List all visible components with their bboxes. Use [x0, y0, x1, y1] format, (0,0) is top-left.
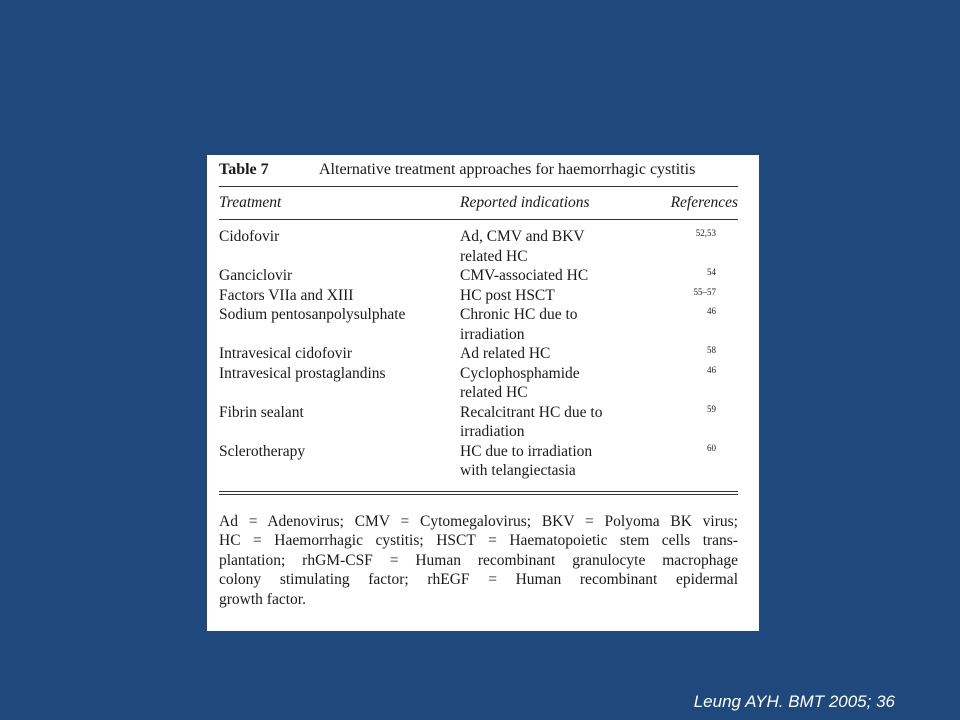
- indication-cell: Cyclophosphamide related HC: [460, 364, 580, 401]
- header-indications: Reported indications: [460, 194, 590, 211]
- reference-cell: 46: [707, 364, 716, 375]
- reference-cell: 59: [707, 403, 716, 414]
- table-body: [219, 220, 738, 485]
- treatment-cell: Ganciclovir: [219, 267, 293, 284]
- source-citation: Leung AYH. BMT 2005; 36: [693, 692, 895, 711]
- treatment-cell: Intravesical cidofovir: [219, 345, 352, 362]
- reference-cell: 54: [707, 267, 716, 277]
- footnote-line: Ad = Adenovirus; CMV = Cytomegalovirus; BKV = Polyoma BK virus;: [219, 512, 738, 530]
- table-row: [219, 266, 738, 286]
- treatment-cell: Cidofovir: [219, 228, 280, 245]
- table-caption: [219, 160, 738, 180]
- reference-cell: 60: [707, 442, 716, 453]
- footnote-line: HC = Haemorrhagic cystitis; HSCT = Haematopoietic stem cells trans-: [219, 532, 738, 550]
- footnote-line: growth factor.: [219, 590, 306, 608]
- indication-cell: HC due to irradiation with telangiectasia: [460, 442, 593, 479]
- table-footnote: [219, 512, 738, 610]
- indication-cell: Recalcitrant HC due to irradiation: [460, 403, 603, 440]
- table-row: [219, 305, 738, 344]
- table-row: [219, 286, 738, 306]
- indication-cell: Ad related HC: [460, 345, 551, 362]
- reference-cell: 52,53: [695, 228, 716, 238]
- indication-cell: Ad, CMV and BKV related HC: [460, 228, 585, 265]
- footnote-line: colony stimulating factor; rhEGF = Human recombinant epidermal: [219, 571, 738, 589]
- table-title: Alternative treatment approaches for haemorrhagic cystitis: [319, 161, 696, 178]
- reference-cell: 46: [707, 306, 716, 316]
- treatment-cell: Factors VIIa and XIII: [219, 286, 354, 304]
- table-row: [219, 344, 738, 364]
- header-references: References: [670, 194, 738, 211]
- indication-cell: Chronic HC due to irradiation: [460, 306, 578, 343]
- table-row: [219, 442, 738, 481]
- treatment-cell: Sodium pentosanpolysulphate: [219, 306, 406, 323]
- table-bottom-rule: [219, 491, 738, 495]
- footnote-line: plantation; rhGM-CSF = Human recombinant granulocyte macrophage: [219, 551, 738, 569]
- table-row: [219, 227, 738, 266]
- treatment-cell: Sclerotherapy: [219, 442, 306, 460]
- table-row: [219, 403, 738, 442]
- treatment-cell: Fibrin sealant: [219, 403, 304, 421]
- indication-cell: HC post HSCT: [460, 286, 555, 304]
- reference-cell: 58: [707, 345, 716, 355]
- header-treatment: Treatment: [219, 194, 282, 211]
- table-header-row: [219, 187, 738, 219]
- table-row: [219, 364, 738, 403]
- reference-cell: 55–57: [693, 286, 716, 297]
- table-figure: [207, 155, 759, 631]
- table-label: Table 7: [219, 161, 269, 178]
- indication-cell: CMV-associated HC: [460, 267, 589, 284]
- treatment-cell: Intravesical prostaglandins: [219, 364, 386, 382]
